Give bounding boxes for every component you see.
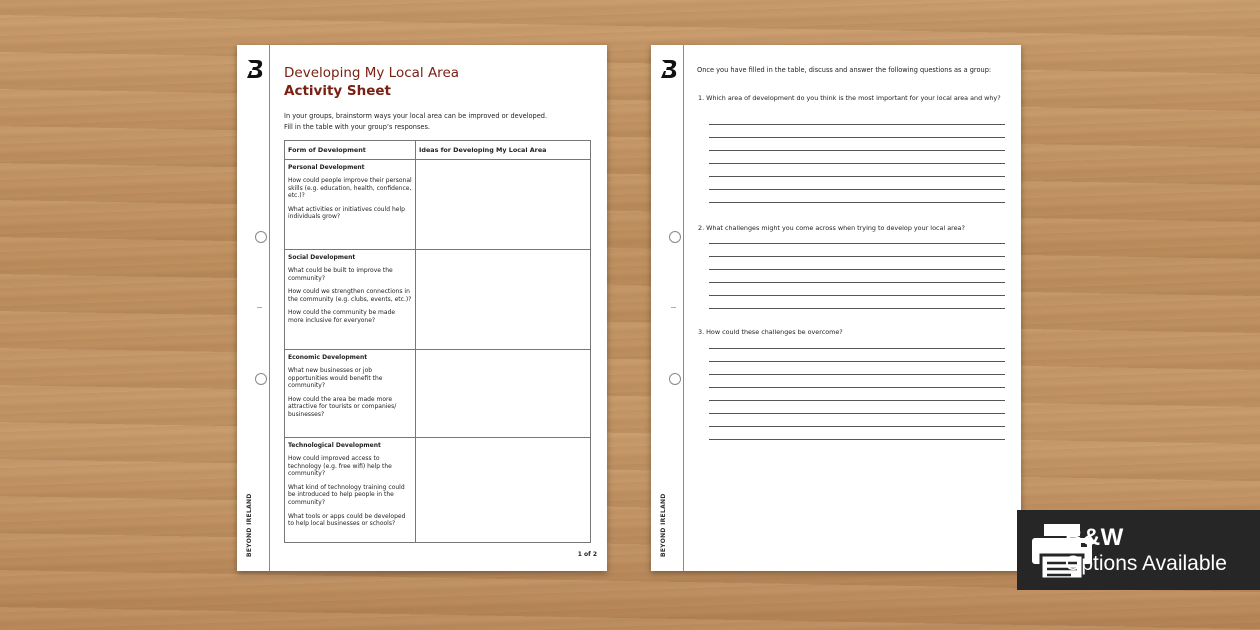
beyond-logo-icon bbox=[660, 59, 678, 79]
badge-subtitle: Options Available bbox=[1065, 552, 1227, 575]
prompt-question: How could the community be made more inclusive for everyone? bbox=[288, 309, 396, 324]
margin-line bbox=[683, 45, 684, 571]
development-table bbox=[284, 140, 591, 543]
question-2: 2. What challenges might you come across when trying to develop your local area? bbox=[698, 224, 965, 232]
answer-lines[interactable] bbox=[709, 243, 1005, 321]
table-row bbox=[285, 250, 591, 350]
form-cell bbox=[285, 250, 416, 350]
question-1: 1. Which area of development do you think is the most important for your local area and why? bbox=[698, 94, 1001, 102]
margin-line bbox=[269, 45, 270, 571]
prompt-question: How could people improve their personal skills (e.g. education, health, confidence, etc.)? bbox=[288, 177, 412, 200]
row-title: Personal Development bbox=[288, 164, 365, 171]
row-title: Social Development bbox=[288, 254, 356, 261]
fold-mark bbox=[671, 307, 676, 308]
column-header: Form of Development bbox=[285, 141, 416, 160]
side-brand: BEYOND IRELAND bbox=[660, 493, 667, 557]
prompt-question: What could be built to improve the community? bbox=[288, 267, 393, 282]
prompt-question: What tools or apps could be developed to help local businesses or schools? bbox=[288, 512, 406, 528]
column-header: Ideas for Developing My Local Area bbox=[416, 141, 591, 160]
punch-hole bbox=[255, 373, 267, 385]
badge-title: B&W bbox=[1065, 524, 1124, 551]
form-cell bbox=[285, 438, 416, 543]
fold-mark bbox=[257, 307, 262, 308]
page-title: Developing My Local Area bbox=[284, 65, 460, 81]
form-cell bbox=[285, 160, 416, 250]
table-row bbox=[285, 350, 591, 438]
ideas-cell[interactable] bbox=[416, 160, 591, 250]
table-row bbox=[285, 160, 591, 250]
punch-hole bbox=[255, 231, 267, 243]
answer-lines[interactable] bbox=[709, 124, 1005, 215]
ideas-cell[interactable] bbox=[416, 350, 591, 438]
table-row bbox=[285, 438, 591, 543]
page-subtitle: Activity Sheet bbox=[284, 83, 392, 99]
prompt-question: What activities or initiatives could help individuals grow? bbox=[288, 205, 405, 221]
prompt-question: How could improved access to technology (e.g. free wifi) help the community? bbox=[288, 455, 392, 478]
worksheet-page-2 bbox=[651, 45, 1021, 571]
prompt-question: What kind of technology training could be introduced to help people in the community? bbox=[288, 483, 405, 506]
side-brand: BEYOND IRELAND bbox=[246, 493, 253, 557]
worksheet-page-1 bbox=[237, 45, 607, 571]
row-title: Economic Development bbox=[288, 354, 368, 361]
ideas-cell[interactable] bbox=[416, 250, 591, 350]
page-number: 1 of 2 bbox=[577, 551, 597, 558]
question-3: 3. How could these challenges be overcome? bbox=[698, 328, 843, 336]
answer-lines[interactable] bbox=[709, 348, 1005, 452]
punch-hole bbox=[669, 231, 681, 243]
instructions-line: Fill in the table with your group’s responses. bbox=[284, 123, 430, 131]
form-cell bbox=[285, 350, 416, 438]
beyond-logo-icon bbox=[246, 59, 264, 79]
instructions: Once you have filled in the table, discuss and answer the following questions as a group: bbox=[697, 66, 992, 74]
ideas-cell[interactable] bbox=[416, 438, 591, 543]
row-title: Technological Development bbox=[288, 442, 381, 449]
prompt-question: How could the area be made more attractive for tourists or companies/ businesses? bbox=[288, 395, 397, 418]
prompt-question: What new businesses or job opportunities would benefit the community? bbox=[288, 367, 383, 390]
bw-options-badge bbox=[1017, 510, 1260, 590]
instructions-line: In your groups, brainstorm ways your local area can be improved or developed. bbox=[284, 112, 548, 120]
punch-hole bbox=[669, 373, 681, 385]
prompt-question: How could we strengthen connections in the community (e.g. clubs, events, etc.)? bbox=[288, 288, 412, 303]
instructions bbox=[284, 111, 584, 133]
